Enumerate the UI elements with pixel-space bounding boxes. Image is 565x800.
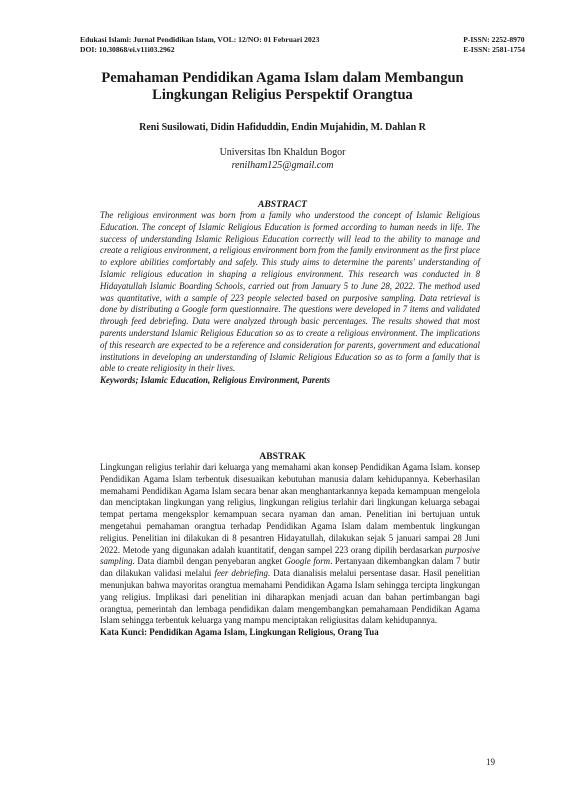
author-list: Reni Susilowati, Didin Hafiduddin, Endin Mujahidin, M. Dahlan R: [139, 122, 426, 133]
running-header-right: [463, 35, 525, 55]
affiliation: Universitas Ibn Khaldun Bogor: [219, 147, 346, 158]
abstract-text: The religious environment was born from a family who understood the concept of Islamic Religious Education. The concept of Islamic Religious Education is formed according to human needs in life. The success of understanding Islamic Religious Education correctly will lead to the ability to manage and create a religious environment, a religious environment born from the family environment as the first place to explore abilities comfortably and safely. This study aims to determine the parents' understanding of Islamic religious education in shaping a religious environment. This research was conducted in 8 Hidayatullah Islamic Boarding Schools, carried out from January 5 to June 28, 2022. The method used was quantitative, with a sample of 223 people selected based on purposive sampling. Data retrieval is done by distributing a Google form questionnaire. The questions were developed in 7 items and validated through feed debriefing. Data were analyzed through basic percentages. The results showed that most parents understand Islamic Religious Education so as to create a religious environment. The implications of this research are expected to be a reference and consideration for parents, government and educational institutions in developing an understanding of Islamic Religious Education so as to form a family that is able to create religiosity in their lives.: [100, 210, 480, 374]
abstrak-body: [100, 462, 480, 639]
title-line-1: Pemahaman Pendidikan Agama Islam dalam Membangun: [101, 70, 464, 86]
running-header-left: [80, 35, 319, 55]
eissn: E-ISSN: 2581-1754: [463, 45, 525, 54]
page-number: 19: [486, 757, 495, 767]
abstract-heading: ABSTRACT: [257, 199, 308, 210]
abstrak-keywords: Kata Kunci: Pendidikan Agama Islam, Lingkungan Religious, Orang Tua: [100, 627, 379, 638]
affiliation-block: [60, 147, 505, 172]
abstrak-text: Lingkungan religius terlahir dari keluarga yang memahami akan konsep Pendidikan Agama Islam. konsep Pendidikan Agama Islam terbentuk disesuaikan kebutuhan manusia dalam kehidupannya. Keberhasilan memahami Pendidikan Agama Islam secara benar akan menghantarkannya kepada kemampuan mengelola dan menciptakan lingkungan yang religius, lingkungan religius terlahir dari lingkungan keluarga sebagai tempat pertama mengeksplor kemampuan secara nyaman dan aman. Penelitian ini bertujuan untuk mengetahui pemahaman orangtua terhadap Pendidikan Agama Islam dalam membentuk lingkungan religius. Penelitian ini dilakukan di 8 pesantren Hidayatullah, dilakukan sejak 5 januari sampai 28 Juni 2022. Metode yang digunakan adalah kuantitatif, dengan sampel 223 orang dipilih berdasarkan purposive sampling. Data diambil dengan penyebaran angket Google form. Pertanyaan dikembangkan dalam 7 butir dan dilakukan validasi melalui feer debriefing. Data dianalisis melalui persentase dasar. Hasil penelitian menunjukan bahwa mayoritas orangtua memahami Pendidikan Agama Islam sehingga tercipta lingkungan yang religius. Implikasi dari penelitian ini diharapkan menjadi acuan dan bahan pertimbangan bagi orangtua, pemerintah dan lembaga pendidikan dalam mengembangkan pemahamaan Pendidikan Agama Islam sehingga terbentuk keluarga yang mampu menciptakan religiusitas dalam kehidupannya.: [100, 462, 480, 626]
abstrak-heading: ABSTRAK: [259, 451, 306, 462]
doi-line: DOI: 10.30868/ei.v11i03.2962: [80, 45, 175, 54]
journal-line: Edukasi Islami: Jurnal Pendidikan Islam, VOL: 12/NO: 01 Februari 2023: [80, 35, 320, 44]
abstract-keywords: Keywords; Islamic Education, Religious Environment, Parents: [100, 375, 331, 386]
title-line-2: Lingkungan Religius Perspektif Orangtua: [152, 87, 413, 103]
paper-title: [60, 70, 505, 104]
abstract-body: [100, 210, 480, 387]
author-email: renilham125@gmail.com: [231, 159, 334, 171]
pissn: P-ISSN: 2252-8970: [463, 35, 525, 44]
